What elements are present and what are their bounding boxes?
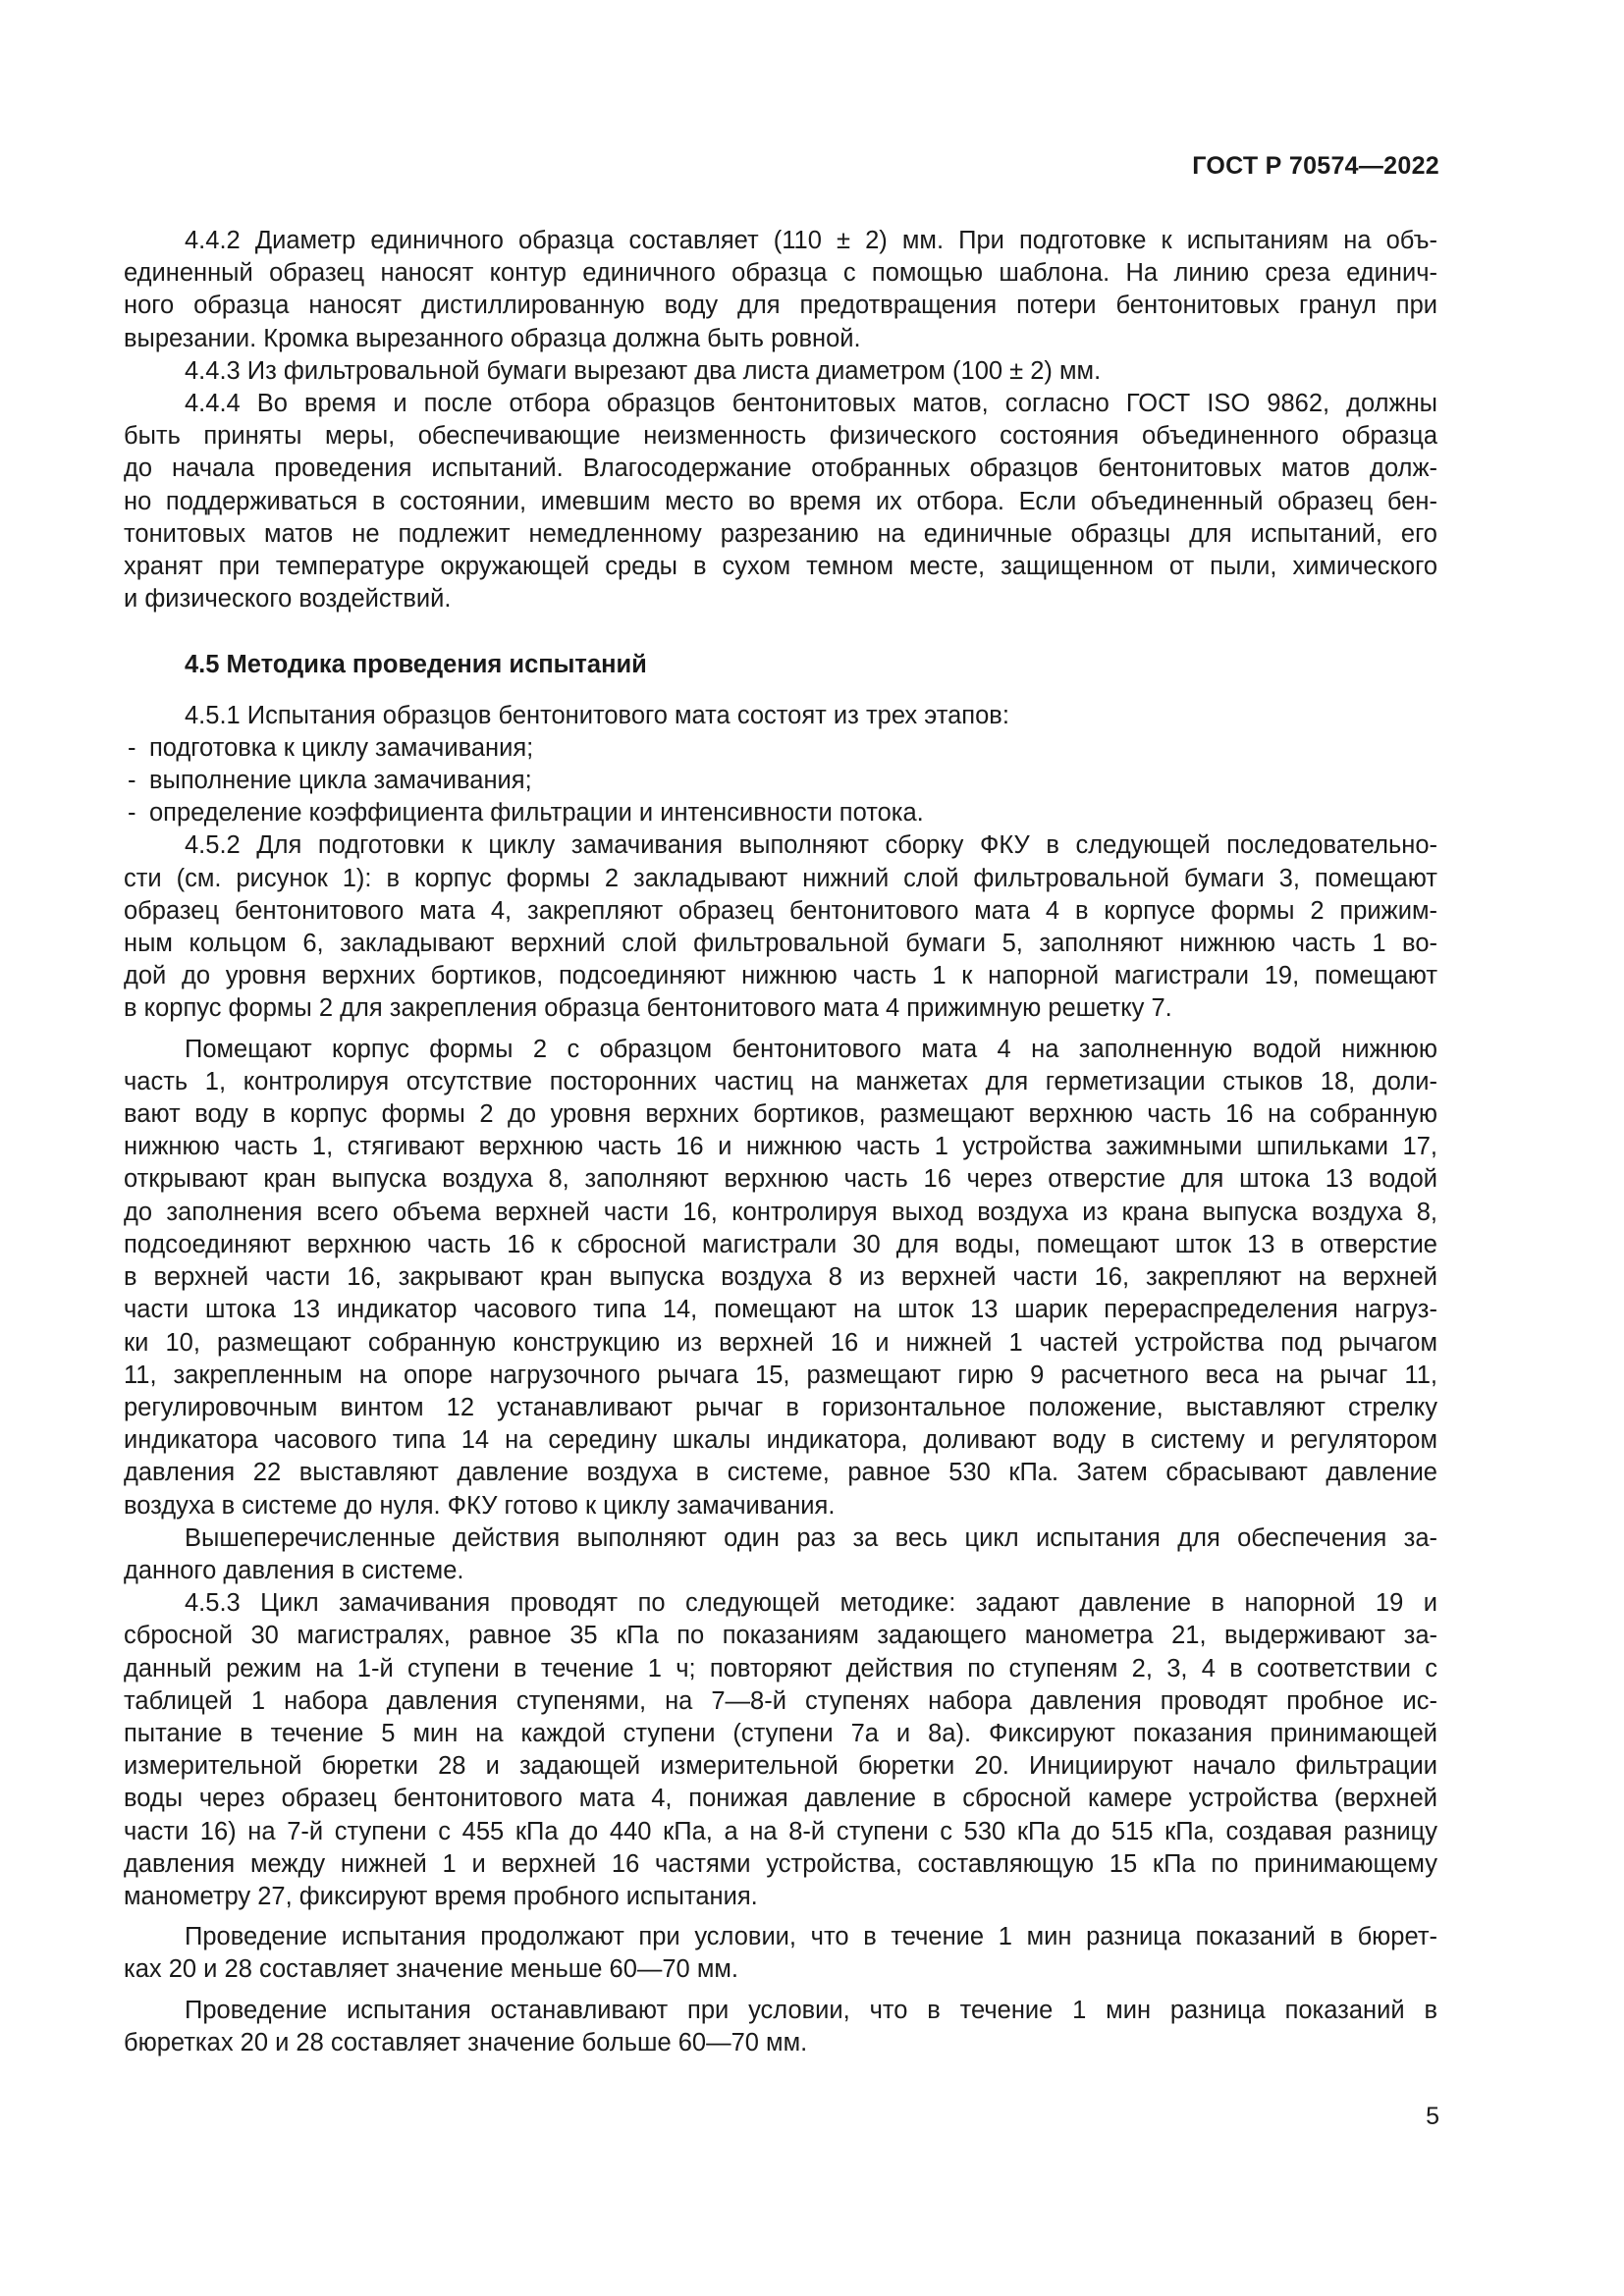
paragraph-4-4-4-line: тонитовых матов не подлежит немедленному разрезанию на единичные образцы для испытаний, его bbox=[124, 519, 1437, 548]
paragraph-assembly-line: в верхней части 16, закрывают кран выпуска воздуха 8 из верхней части 16, закрепляют на верхней bbox=[124, 1263, 1437, 1292]
section-title-4-5: 4.5 Методика проведения испытаний bbox=[185, 651, 647, 679]
paragraph-continue-condition-line: Проведение испытания продолжают при условии, что в течение 1 мин разница показаний в бюрет- bbox=[185, 1923, 1437, 1951]
paragraph-4-5-2-line: 4.5.2 Для подготовки к циклу замачивания выполняют сборку ФКУ в следующей последовательно- bbox=[185, 831, 1437, 860]
paragraph-4-5-2 bbox=[124, 829, 1437, 1025]
paragraph-4-4-4-line: и физического воздействий. bbox=[124, 585, 452, 614]
paragraph-assembly-line: индикатора часового типа 14 на середину шкалы индикатора, доливают воду в систему и регулятором bbox=[124, 1426, 1437, 1455]
paragraph-4-4-2-line: ного образца наносят дистиллированную воду для предотвращения потери бентонитовых гранул при bbox=[124, 292, 1437, 320]
paragraph-continue-condition bbox=[124, 1921, 1437, 1986]
page-body bbox=[124, 225, 1437, 2059]
paragraph-4-4-4-line: 4.4.4 Во время и после отбора образцов бентонитовых матов, согласно ГОСТ ISO 9862, должны bbox=[185, 390, 1437, 418]
paragraph-assembly-line: 11, закрепленным на опоре нагрузочного рычага 15, размещают гирю 9 расчетного веса на рычаг 11, bbox=[124, 1361, 1437, 1389]
paragraph-assembly-line: вают воду в корпус формы 2 до уровня верхних бортиков, размещают верхнюю часть 16 на собранную bbox=[124, 1100, 1437, 1129]
paragraph-assembly-line: до заполнения всего объема верхней части 16, контролируя выход воздуха из крана выпуска воздуха 8, bbox=[124, 1198, 1437, 1226]
paragraph-assembly-line: ки 10, размещают собранную конструкцию из верхней 16 и нижней 1 частей устройства под рычагом bbox=[124, 1328, 1437, 1357]
test-stages-list bbox=[124, 732, 1437, 830]
paragraph-4-5-3-line: давления между нижней 1 и верхней 16 частями устройства, составляющую 15 кПа по принимающему bbox=[124, 1849, 1437, 1878]
paragraph-4-5-1: 4.5.1 Испытания образцов бентонитового мата состоят из трех этапов: bbox=[185, 701, 1009, 729]
paragraph-4-4-3-line: 4.4.3 Из фильтровальной бумаги вырезают два листа диаметром (100 ± 2) мм. bbox=[185, 356, 1102, 385]
paragraph-continue-condition-line: ках 20 и 28 составляет значение меньше 60—70 мм. bbox=[124, 1955, 738, 1984]
paragraph-4-5-3-line: 4.5.3 Цикл замачивания проводят по следующей методике: задают давление в напорной 19 и bbox=[185, 1589, 1437, 1618]
paragraph-4-4-3 bbox=[124, 355, 1437, 388]
paragraph-4-4-4-line: до начала проведения испытаний. Влагосодержание отобранных образцов бентонитовых матов долж- bbox=[124, 454, 1437, 483]
paragraph-4-4-2-line: 4.4.2 Диаметр единичного образца составляет (110 ± 2) мм. При подготовке к испытаниям на объ- bbox=[185, 227, 1437, 254]
paragraph-4-4-2 bbox=[124, 225, 1437, 355]
paragraph-assembly-line: открывают кран выпуска воздуха 8, заполняют верхнюю часть 16 через отверстие для штока 13 водой bbox=[124, 1165, 1437, 1194]
paragraph-4-5-2-line: образец бентонитового мата 4, закрепляют образец бентонитового мата 4 в корпусе формы 2 прижим- bbox=[124, 896, 1437, 925]
paragraph-4-5-3-line: пытание в течение 5 мин на каждой ступени (ступени 7а и 8а). Фиксируют показания принимающей bbox=[124, 1719, 1437, 1747]
paragraph-assembly-line: части штока 13 индикатор часового типа 14, помещают на шток 13 шарик перераспределения нагруз- bbox=[124, 1296, 1437, 1324]
paragraph-assembly-line: регулировочным винтом 12 устанавливают рычаг в горизонтальное положение, выставляют стрелку bbox=[124, 1393, 1437, 1421]
paragraph-assembly bbox=[124, 1034, 1437, 1522]
paragraph-assembly-line: давления 22 выставляют давление воздуха в системе, равное 530 кПа. Затем сбрасывают давление bbox=[124, 1459, 1437, 1487]
paragraph-4-4-4-line: быть приняты меры, обеспечивающие неизменность физического состояния объединенного образца bbox=[124, 422, 1437, 451]
paragraph-4-4-4-line: хранят при температуре окружающей среды в сухом темном месте, защищенном от пыли, химического bbox=[124, 553, 1437, 581]
paragraph-assembly-line: Помещают корпус формы 2 с образцом бентонитового мата 4 на заполненную водой нижнюю bbox=[185, 1035, 1437, 1063]
paragraph-stop-condition-line: Проведение испытания останавливают при условии, что в течение 1 мин разница показаний в bbox=[185, 1996, 1437, 2024]
paragraph-4-4-4-line: но поддерживаться в состоянии, имевшим место во время их отбора. Если объединенный образец бен- bbox=[124, 487, 1437, 515]
paragraph-4-5-2-line: сти (см. рисунок 1): в корпус формы 2 закладывают нижний слой фильтровальной бумаги 3, помещают bbox=[124, 864, 1437, 892]
paragraph-4-5-3-line: сбросной 30 магистралях, равное 35 кПа по показаниям задающего манометра 21, выдерживают за- bbox=[124, 1622, 1437, 1650]
list-item: - выполнение цикла замачивания; bbox=[124, 765, 1437, 797]
paragraph-4-5-3-line: данный режим на 1-й ступени в течение 1 ч; повторяют действия по ступеням 2, 3, 4 в соответствии с bbox=[124, 1654, 1437, 1682]
paragraph-stop-condition-line: бюретках 20 и 28 составляет значение больше 60—70 мм. bbox=[124, 2028, 808, 2056]
paragraph-once-line: Вышеперечисленные действия выполняют один раз за весь цикл испытания для обеспечения за- bbox=[185, 1523, 1437, 1552]
paragraph-4-5-2-line: ным кольцом 6, закладывают верхний слой фильтровальной бумаги 5, заполняют нижнюю часть 1 во- bbox=[124, 930, 1437, 958]
paragraph-once bbox=[124, 1522, 1437, 1587]
list-item: - подготовка к циклу замачивания; bbox=[124, 732, 1437, 765]
paragraph-assembly-line: воздуха в системе до нуля. ФКУ готово к циклу замачивания. bbox=[124, 1491, 836, 1520]
paragraph-once-line: данного давления в системе. bbox=[124, 1556, 464, 1584]
paragraph-4-5-3-line: таблицей 1 набора давления ступенями, на 7—8-й ступенях набора давления проводят пробное ис- bbox=[124, 1686, 1437, 1715]
paragraph-assembly-line: часть 1, контролируя отсутствие посторонних частиц на манжетах для герметизации стыков 18, доли- bbox=[124, 1067, 1437, 1095]
paragraph-4-5-3-line: измерительной бюретки 28 и задающей измерительной бюретки 20. Инициируют начало фильтрации bbox=[124, 1752, 1437, 1781]
paragraph-4-4-4 bbox=[124, 388, 1437, 615]
paragraph-4-4-2-line: единенный образец наносят контур единичного образца с помощью шаблона. На линию среза единич- bbox=[124, 259, 1437, 288]
paragraph-4-5-3 bbox=[124, 1587, 1437, 1913]
paragraph-assembly-line: подсоединяют верхнюю часть 16 к сбросной магистрали 30 для воды, помещают шток 13 в отверстие bbox=[124, 1230, 1437, 1258]
list-item: - определение коэффициента фильтрации и интенсивности потока. bbox=[124, 797, 1437, 829]
paragraph-4-4-2-line: вырезании. Кромка вырезанного образца должна быть ровной. bbox=[124, 324, 861, 352]
paragraph-4-5-2-line: дой до уровня верхних бортиков, подсоединяют нижнюю часть 1 к напорной магистрали 19, помещают bbox=[124, 962, 1437, 990]
page-number: 5 bbox=[1426, 2103, 1439, 2130]
paragraph-stop-condition bbox=[124, 1995, 1437, 2059]
paragraph-assembly-line: нижнюю часть 1, стягивают верхнюю часть 16 и нижнюю часть 1 устройства зажимными шпильками 17, bbox=[124, 1133, 1437, 1161]
paragraph-4-5-3-line: части 16) на 7-й ступени с 455 кПа до 440 кПа, а на 8-й ступени с 530 кПа до 515 кПа, создавая разницу bbox=[124, 1817, 1437, 1845]
paragraph-4-5-2-line: в корпус формы 2 для закрепления образца бентонитового мата 4 прижимную решетку 7. bbox=[124, 994, 1172, 1023]
paragraph-4-5-3-line: манометру 27, фиксируют время пробного испытания. bbox=[124, 1882, 758, 1910]
paragraph-4-5-3-line: воды через образец бентонитового мата 4, понижая давление в сбросной камере устройства (верхней bbox=[124, 1785, 1437, 1813]
document-code-header: ГОСТ Р 70574—2022 bbox=[1192, 152, 1439, 180]
